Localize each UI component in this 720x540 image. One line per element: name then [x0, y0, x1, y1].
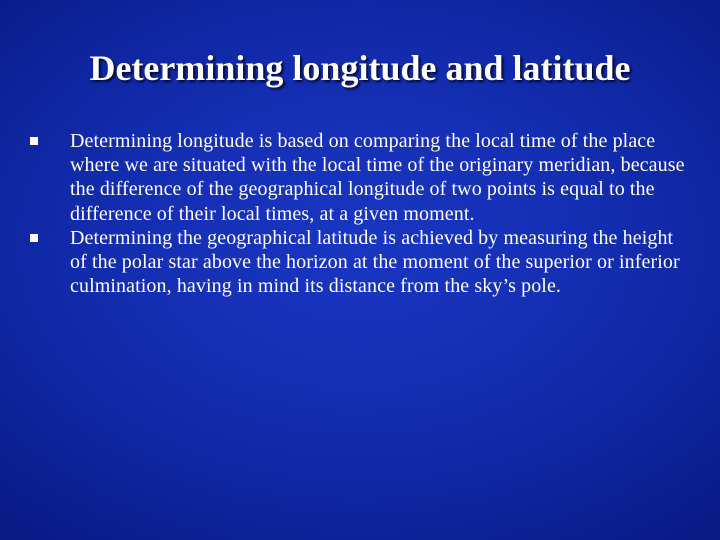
square-bullet-icon	[30, 137, 38, 145]
slide-title: Determining longitude and latitude	[89, 48, 631, 88]
bullet-list	[26, 129, 686, 298]
bullet-item-latitude	[26, 226, 686, 299]
square-bullet-icon	[30, 234, 38, 242]
bullet-item-longitude	[26, 129, 686, 226]
bullet-text: Determining longitude is based on comparing the local time of the place where we are situated with the local time of the originary meridian, because the difference of the geographical longitude of two points is equal to the difference of their local times, at a given moment.	[70, 130, 685, 225]
bullet-text: Determining the geographical latitude is achieved by measuring the height of the polar star above the horizon at the moment of the superior or inferior culmination, having in mind its distance from the sky’s pole.	[70, 226, 680, 298]
